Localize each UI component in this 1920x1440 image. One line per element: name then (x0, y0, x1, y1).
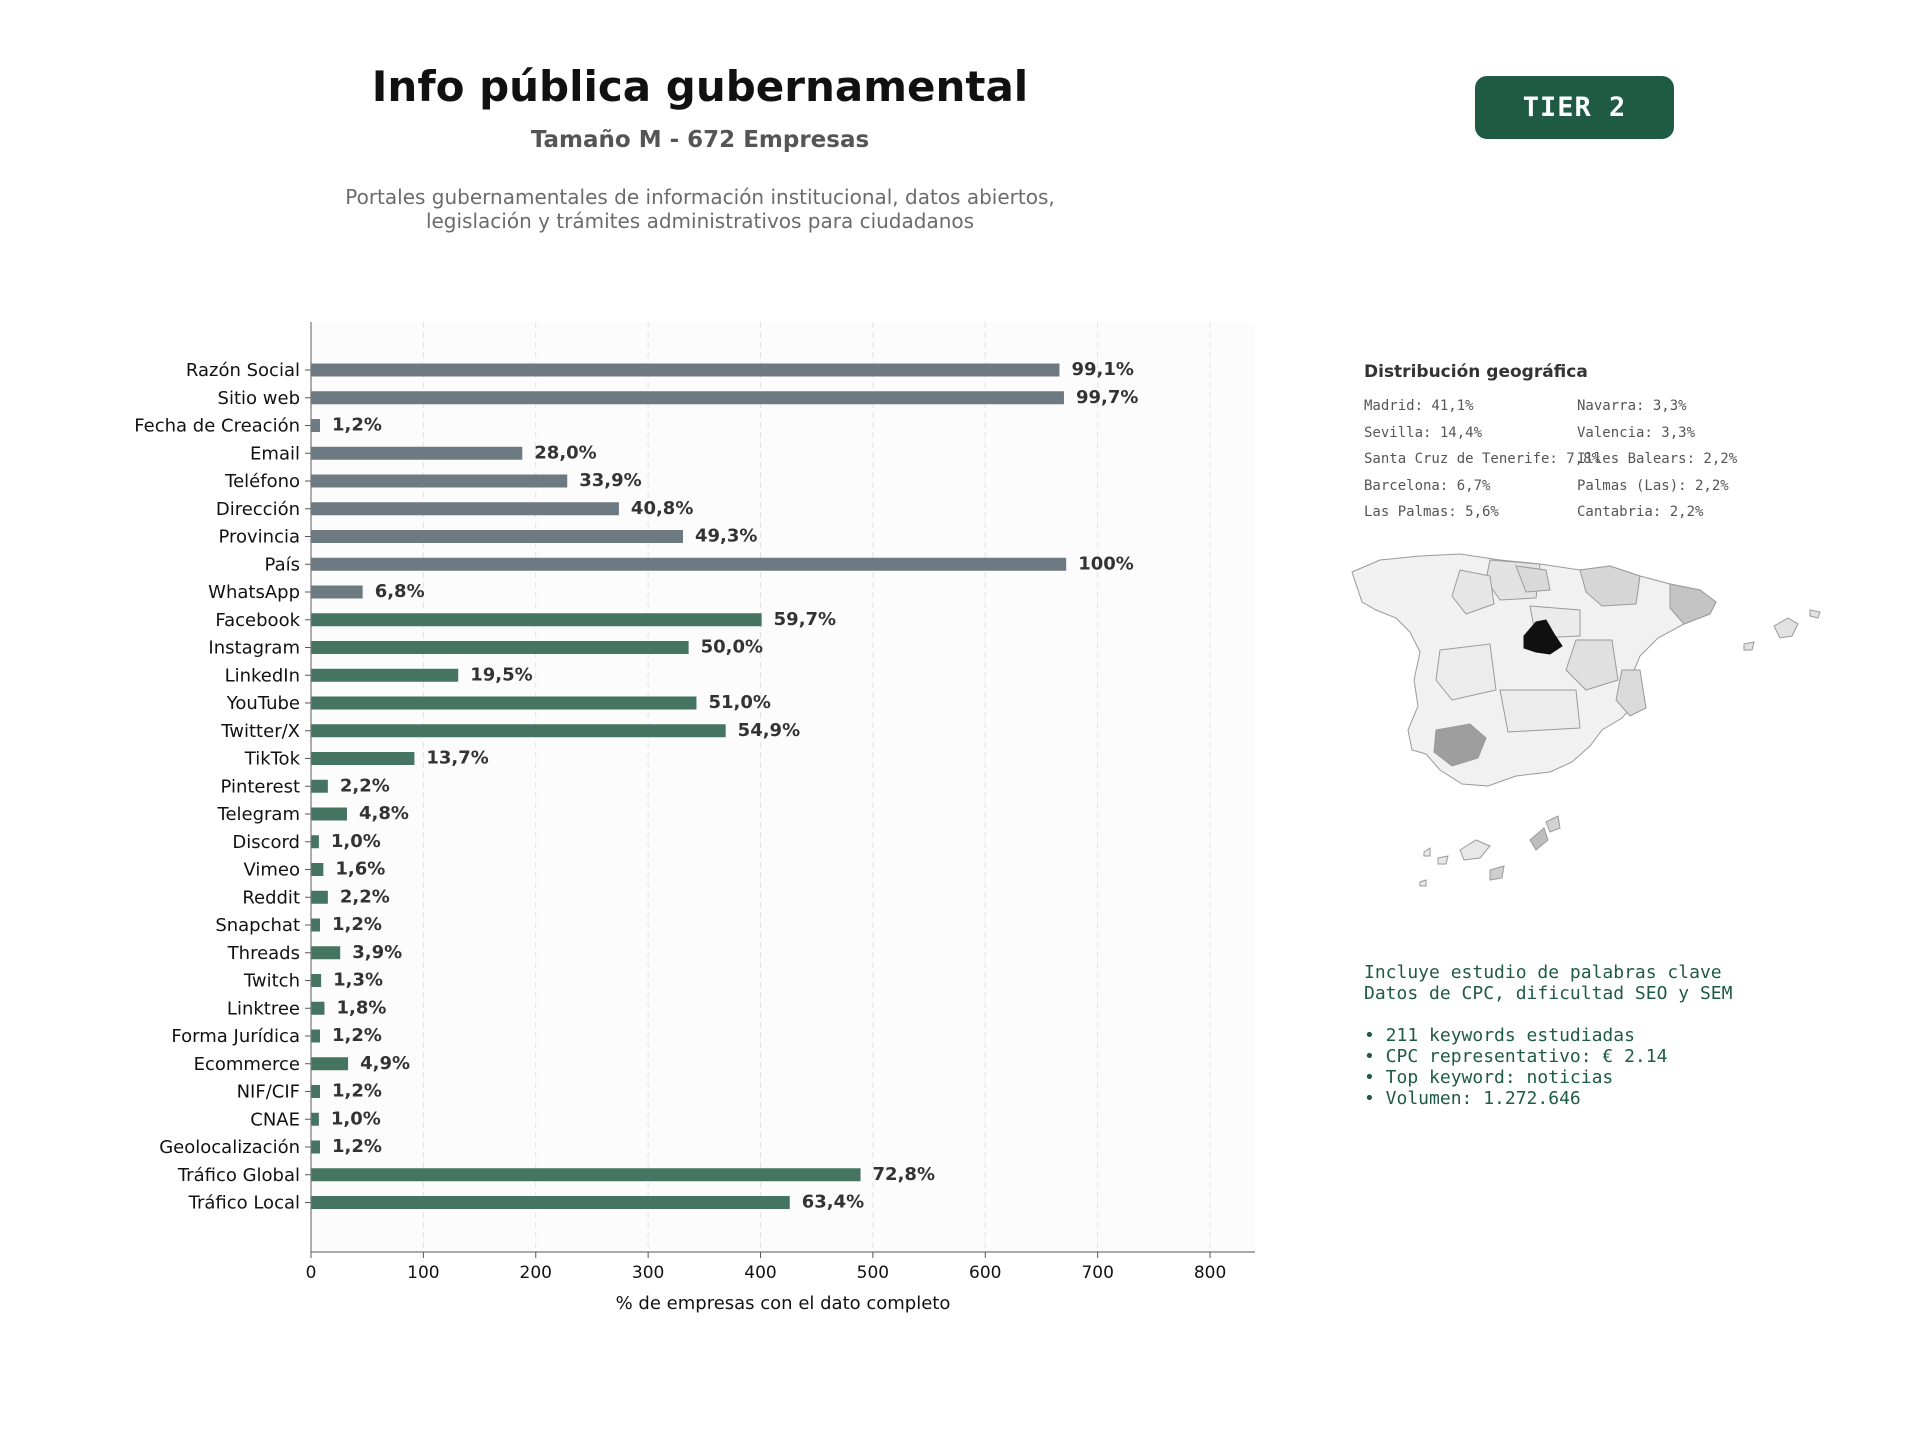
bar (311, 613, 762, 626)
geo-item: Illes Balears: 2,2% (1577, 451, 1738, 467)
value-label: 99,7% (1075, 386, 1139, 408)
category-label: TikTok (244, 748, 300, 770)
bar (311, 1196, 790, 1209)
x-tick-label: 0 (305, 1263, 317, 1283)
category-label: Instagram (208, 637, 300, 659)
value-label: 3,9% (352, 941, 403, 963)
bar (311, 752, 414, 765)
geo-item: Barcelona: 6,7% (1364, 477, 1491, 494)
value-label: 100% (1078, 553, 1134, 575)
keywords-bullet-1: • 211 keywords estudiadas (1364, 1025, 1635, 1046)
x-tick-label: 300 (631, 1263, 665, 1283)
keywords-line-1: Incluye estudio de palabras clave (1364, 962, 1722, 983)
category-label: Sitio web (217, 387, 300, 409)
geo-title: Distribución geográfica (1364, 362, 1588, 382)
category-label: Linktree (226, 998, 300, 1020)
bar (311, 919, 320, 932)
bar (311, 586, 363, 599)
bar (311, 502, 619, 515)
value-label: 1,3% (333, 969, 384, 991)
geo-item: Navarra: 3,3% (1577, 398, 1687, 414)
page-title: Info pública gubernamental (371, 62, 1029, 111)
bar (311, 1113, 319, 1126)
value-label: 59,7% (773, 608, 837, 630)
category-label: Twitch (243, 970, 300, 992)
x-tick-label: 800 (1193, 1263, 1227, 1283)
keywords-line-2: Datos de CPC, dificultad SEO y SEM (1364, 983, 1733, 1004)
category-label: Teléfono (225, 471, 300, 492)
value-label: 1,2% (331, 1136, 382, 1157)
x-tick-label: 500 (856, 1263, 890, 1283)
value-label: 51,0% (708, 692, 771, 713)
category-label: Reddit (242, 887, 300, 909)
keywords-bullet-2: • CPC representativo: € 2.14 (1364, 1046, 1668, 1067)
value-label: 40,8% (630, 497, 694, 519)
page-subtitle: Tamaño M - 672 Empresas (530, 127, 870, 153)
value-label: 1,0% (330, 1108, 381, 1130)
value-label: 33,9% (579, 470, 642, 491)
bar (311, 419, 320, 432)
category-label: Facebook (215, 609, 300, 631)
x-tick-label: 600 (969, 1263, 1002, 1283)
value-label: 49,3% (694, 525, 758, 547)
category-label: Tráfico Global (177, 1164, 300, 1186)
geo-item: Santa Cruz de Tenerife: 7,8% (1364, 451, 1601, 467)
x-tick-label: 400 (744, 1263, 777, 1283)
category-label: CNAE (250, 1109, 300, 1131)
category-label: Vimeo (243, 859, 300, 881)
category-label: Provincia (218, 526, 300, 548)
bar (311, 697, 696, 710)
category-label: Razón Social (185, 360, 300, 381)
value-label: 63,4% (801, 1191, 865, 1213)
geo-item: Madrid: 41,1% (1364, 398, 1474, 414)
geo-item: Palmas (Las): 2,2% (1577, 477, 1729, 494)
category-label: Discord (232, 831, 300, 853)
bar (311, 891, 328, 904)
category-label: NIF/CIF (236, 1081, 300, 1103)
bar (311, 1057, 348, 1070)
x-tick-label: 200 (519, 1263, 552, 1283)
bar (311, 364, 1059, 377)
value-label: 1,2% (331, 1025, 382, 1046)
bar (311, 863, 323, 876)
value-label: 19,5% (470, 664, 533, 686)
x-axis-label: % de empresas con el dato completo (615, 1293, 951, 1314)
value-label: 54,9% (737, 719, 801, 741)
geo-item: Sevilla: 14,4% (1364, 424, 1483, 441)
bar (311, 475, 567, 488)
category-label: YouTube (226, 693, 300, 714)
category-label: Email (250, 443, 300, 465)
value-label: 1,8% (336, 997, 387, 1019)
category-label: Tráfico Local (188, 1192, 300, 1214)
category-label: Threads (227, 942, 300, 964)
category-label: Fecha de Creación (134, 415, 300, 437)
keywords-panel (1364, 962, 1732, 1109)
plot-area (311, 322, 1255, 1252)
bar (311, 835, 319, 848)
bar (311, 1085, 320, 1098)
value-label: 4,9% (360, 1052, 411, 1074)
bar (311, 447, 522, 460)
value-label: 4,8% (358, 803, 409, 824)
value-label: 1,6% (335, 858, 386, 880)
bar (311, 1002, 324, 1015)
category-label: Forma Jurídica (171, 1026, 300, 1047)
category-label: País (264, 554, 300, 576)
bar (311, 780, 328, 793)
bar (311, 641, 689, 654)
spain-map (1340, 540, 1860, 910)
value-label: 1,0% (330, 830, 381, 852)
category-label: LinkedIn (224, 665, 300, 687)
x-tick-label: 100 (407, 1263, 440, 1283)
bar (311, 946, 340, 959)
bar (311, 1030, 320, 1043)
description-line-2: legislación y trámites administrativos para ciudadanos (425, 209, 975, 233)
value-label: 6,8% (374, 581, 425, 602)
value-label: 13,7% (426, 747, 489, 769)
category-label: WhatsApp (208, 582, 300, 603)
category-label: Twitter/X (221, 720, 300, 742)
value-label: 99,1% (1071, 359, 1134, 380)
category-label: Geolocalización (159, 1137, 300, 1158)
keywords-bullet-4: • Volumen: 1.272.646 (1364, 1088, 1581, 1109)
category-label: Dirección (215, 498, 300, 520)
description-line-1: Portales gubernamentales de información institucional, datos abiertos, (345, 185, 1055, 209)
category-label: Pinterest (220, 776, 300, 798)
category-label: Snapchat (215, 915, 300, 936)
value-label: 2,2% (339, 886, 390, 908)
bar (311, 1141, 320, 1154)
bar (311, 558, 1066, 571)
x-tick-label: 700 (1081, 1263, 1114, 1283)
value-label: 1,2% (331, 914, 382, 935)
bar (311, 391, 1064, 404)
geo-item: Cantabria: 2,2% (1577, 504, 1704, 520)
bar (311, 974, 321, 987)
value-label: 72,8% (872, 1163, 935, 1185)
geo-item: Valencia: 3,3% (1577, 424, 1696, 441)
value-label: 1,2% (331, 1080, 382, 1102)
bar (311, 724, 726, 737)
value-label: 1,2% (331, 414, 382, 436)
tier-badge: TIER 2 (1475, 76, 1674, 139)
bar (311, 1168, 861, 1181)
value-label: 28,0% (534, 442, 597, 464)
category-label: Ecommerce (193, 1053, 300, 1075)
value-label: 50,0% (700, 636, 764, 658)
value-label: 2,2% (339, 775, 390, 797)
category-label: Telegram (217, 804, 300, 825)
bar (311, 530, 683, 543)
keywords-bullet-3: • Top keyword: noticias (1364, 1067, 1614, 1088)
bar (311, 669, 458, 682)
geo-item: Las Palmas: 5,6% (1364, 504, 1499, 520)
bar (311, 808, 347, 821)
